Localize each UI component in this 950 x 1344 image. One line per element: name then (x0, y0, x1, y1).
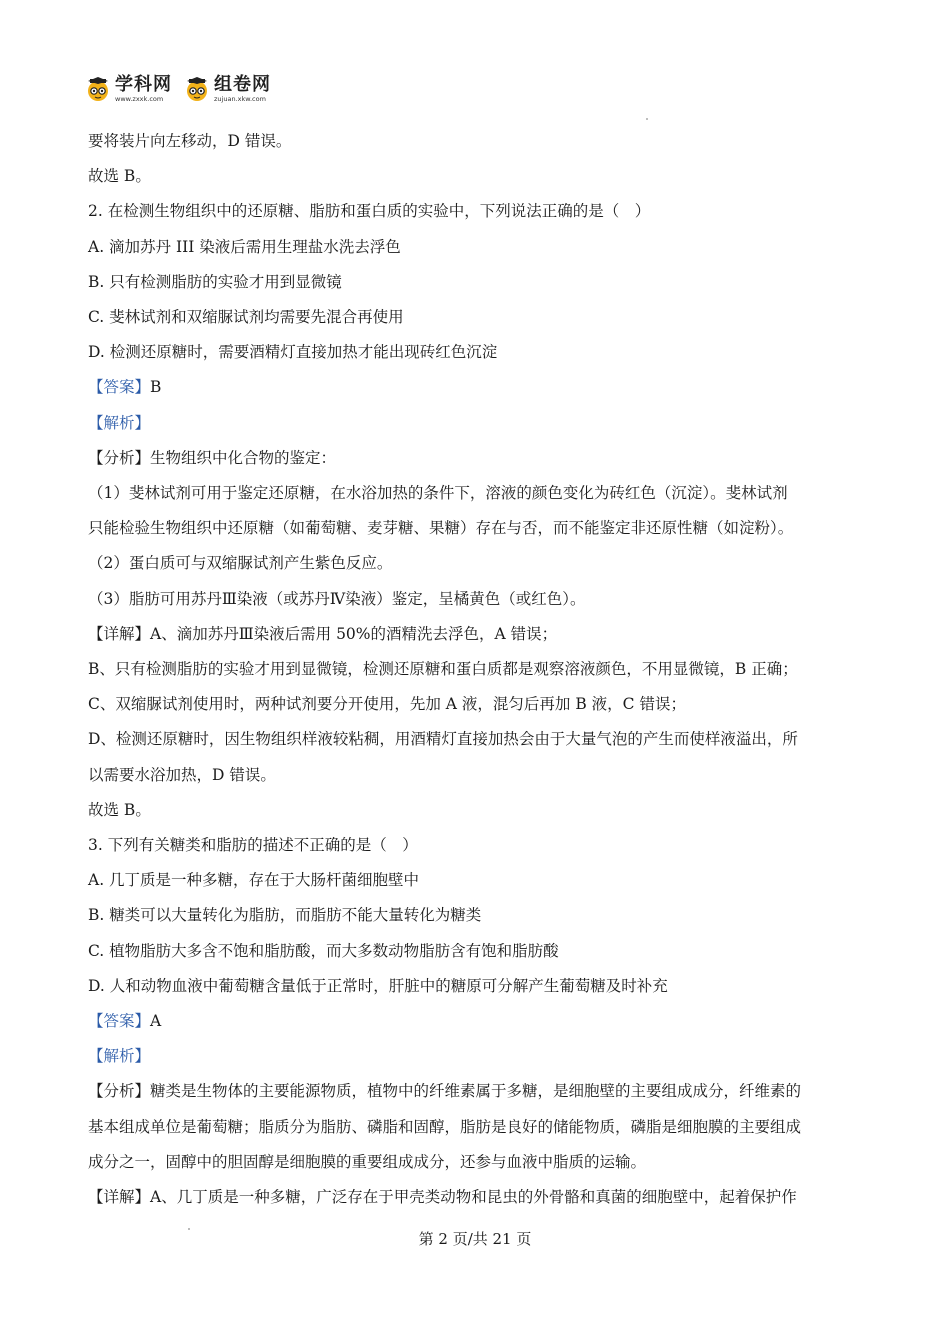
text-line (88, 1074, 864, 1109)
line-text: A. 几丁质是一种多糖，存在于大肠杆菌细胞壁中 (88, 871, 420, 890)
owl-mascot-icon (85, 76, 111, 102)
text-line (88, 194, 864, 229)
line-text: （3）脂肪可用苏丹Ⅲ染液（或苏丹Ⅳ染液）鉴定，呈橘黄色（或红色）。 (88, 589, 586, 608)
line-text: 2. 在检测生物组织中的还原糖、脂肪和蛋白质的实验中，下列说法正确的是（ ） (88, 202, 651, 221)
text-line (88, 265, 864, 300)
text-line (88, 511, 864, 546)
text-line (88, 335, 864, 370)
zxxk-logo[interactable] (85, 73, 172, 103)
section-tag: 【解析】 (88, 413, 151, 432)
text-line (88, 617, 864, 652)
document-body (88, 124, 864, 1215)
text-line (88, 1180, 864, 1215)
line-text: D、检测还原糖时，因生物组织样液较粘稠，用酒精灯直接加热会由于大量气泡的产生而使样液溢出，所 (88, 730, 798, 749)
section-tag: 【答案】 (88, 378, 151, 397)
text-line (88, 476, 864, 511)
text-line (88, 652, 864, 687)
site-header (85, 72, 271, 106)
line-text: 要将装片向左移动，D 错误。 (88, 132, 292, 150)
zujuan-logo[interactable] (184, 73, 271, 103)
text-line (88, 828, 864, 863)
line-text: B. 糖类可以大量转化为脂肪，而脂肪不能大量转化为糖类 (88, 906, 482, 925)
line-text: 故选 B。 (88, 167, 151, 186)
text-line (88, 898, 864, 933)
line-text: D. 人和动物血液中葡萄糖含量低于正常时，肝脏中的糖原可分解产生葡萄糖及时补充 (88, 976, 668, 995)
line-text: 【分析】糖类是生物体的主要能源物质，植物中的纤维素属于多糖，是细胞壁的主要组成成分，纤维素的 (88, 1082, 802, 1101)
line-text: A (150, 1012, 162, 1031)
stray-dot (646, 118, 648, 120)
line-text: 【分析】生物组织中化合物的鉴定： (88, 448, 337, 467)
logo-name: 学科网 (115, 73, 172, 95)
line-text: （2）蛋白质可与双缩脲试剂产生紫色反应。 (88, 554, 393, 573)
logo-url: www.zxxk.com (115, 94, 164, 103)
logo-url: zujuan.xkw.com (214, 94, 266, 103)
text-line (88, 159, 864, 194)
text-line (88, 1145, 864, 1180)
text-line (88, 969, 864, 1004)
line-text: 成分之一，固醇中的胆固醇是细胞膜的重要组成成分，还参与血液中脂质的运输。 (88, 1152, 647, 1171)
text-line (88, 863, 864, 898)
line-text: B (150, 378, 162, 397)
text-line (88, 300, 864, 335)
text-line (88, 406, 864, 441)
page-number: 第 2 页/共 21 页 (418, 1230, 532, 1248)
line-text: C. 植物脂肪大多含不饱和脂肪酸，而大多数动物脂肪含有饱和脂肪酸 (88, 941, 559, 960)
text-line (88, 582, 864, 617)
text-line (88, 370, 864, 405)
owl-mascot-icon (184, 76, 210, 102)
text-line (88, 1004, 864, 1039)
text-line (88, 722, 864, 757)
text-line (88, 793, 864, 828)
line-text: B. 只有检测脂肪的实验才用到显微镜 (88, 272, 342, 291)
line-text: 3. 下列有关糖类和脂肪的描述不正确的是（ ） (88, 836, 418, 855)
line-text: 【详解】A、几丁质是一种多糖，广泛存在于甲壳类动物和昆虫的外骨骼和真菌的细胞壁中，起着保护作 (88, 1188, 797, 1207)
line-text: B、只有检测脂肪的实验才用到显微镜，检测还原糖和蛋白质都是观察溶液颜色，不用显微镜，B 正确； (88, 660, 798, 679)
line-text: C、双缩脲试剂使用时，两种试剂要分开使用，先加 A 液，混匀后再加 B 液，C 错误； (88, 695, 686, 714)
line-text: C. 斐林试剂和双缩脲试剂均需要先混合再使用 (88, 308, 404, 327)
text-line (88, 441, 864, 476)
text-line (88, 934, 864, 969)
line-text: （1）斐林试剂可用于鉴定还原糖，在水浴加热的条件下，溶液的颜色变化为砖红色（沉淀）。斐林试剂 (88, 484, 788, 503)
line-text: 以需要水浴加热，D 错误。 (88, 765, 276, 784)
text-line (88, 1039, 864, 1074)
text-line (88, 687, 864, 722)
text-line (88, 546, 864, 581)
line-text: 基本组成单位是葡萄糖；脂质分为脂肪、磷脂和固醇，脂肪是良好的储能物质，磷脂是细胞膜的主要组成 (88, 1117, 802, 1136)
line-text: 只能检验生物组织中还原糖（如葡萄糖、麦芽糖、果糖）存在与否，而不能鉴定非还原性糖（如淀粉）。 (88, 519, 794, 538)
logo-name: 组卷网 (214, 73, 271, 95)
line-text: A. 滴加苏丹 III 染液后需用生理盐水洗去浮色 (88, 237, 401, 256)
text-line (88, 758, 864, 793)
text-line (88, 230, 864, 265)
line-text: 【详解】A、滴加苏丹Ⅲ染液后需用 50%的酒精洗去浮色，A 错误； (88, 624, 558, 643)
section-tag: 【答案】 (88, 1012, 151, 1031)
text-line (88, 124, 864, 159)
line-text: D. 检测还原糖时，需要酒精灯直接加热才能出现砖红色沉淀 (88, 343, 498, 362)
line-text: 故选 B。 (88, 800, 151, 819)
section-tag: 【解析】 (88, 1047, 151, 1066)
text-line (88, 1110, 864, 1145)
